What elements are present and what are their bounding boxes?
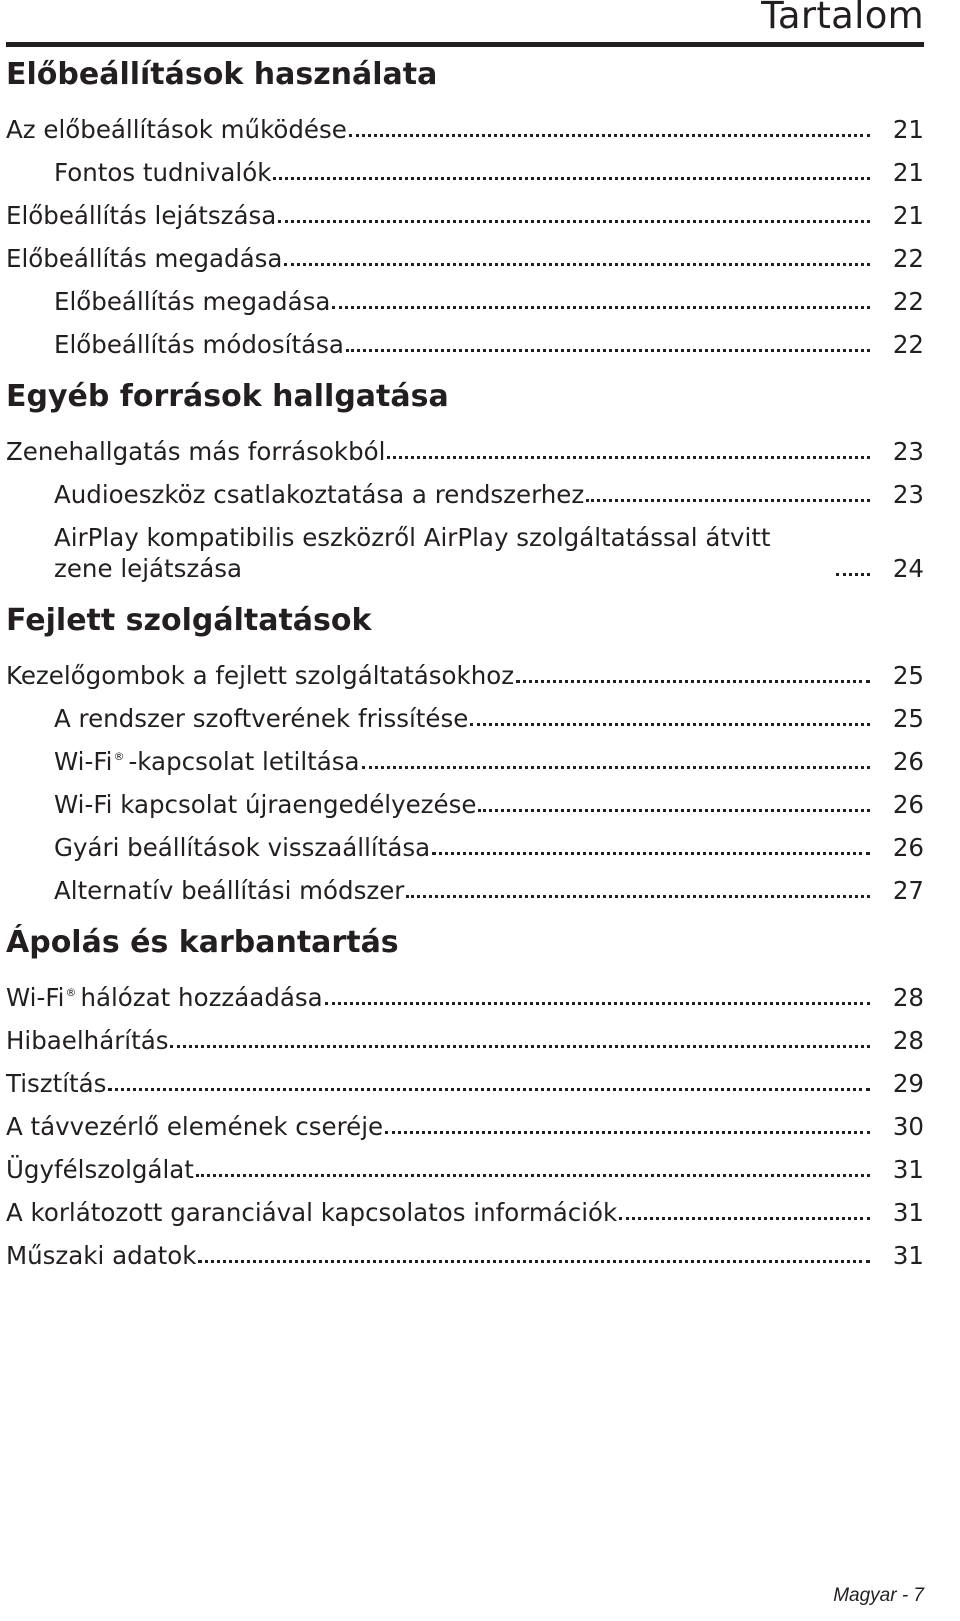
dot-leader: [196, 1174, 870, 1177]
toc-page-number: 22: [892, 330, 924, 359]
dot-leader: [385, 1131, 870, 1134]
dot-leader: [470, 723, 870, 726]
toc-entry-label-text: Gyári beállítások visszaállítása: [54, 833, 431, 862]
toc-entry-label: [6, 114, 347, 145]
toc-entry[interactable]: [6, 510, 924, 584]
toc-section: [6, 380, 924, 584]
dot-leader: [273, 177, 870, 180]
toc-page-number: 25: [892, 661, 924, 690]
toc-page-number: 27: [892, 876, 924, 905]
toc-page-number: 28: [892, 983, 924, 1012]
toc-entry[interactable]: [6, 274, 924, 317]
toc-page-number: 22: [892, 287, 924, 316]
dot-leader: [278, 220, 870, 223]
toc-entry-label-rest: -kapcsolat letiltása: [128, 747, 360, 776]
toc-entry-label-text: Előbeállítás módosítása: [54, 330, 344, 359]
toc-entry-label-text: Az előbeállítások működése: [6, 115, 347, 144]
toc-entry-label: [54, 479, 584, 510]
toc-entry-label-text: Előbeállítás megadása: [6, 244, 283, 273]
table-of-contents: [6, 58, 924, 1271]
toc-entry-label-text: Hibaelhárítás: [6, 1026, 169, 1055]
toc-entry-label-text: A rendszer szoftverének frissítése: [54, 704, 469, 733]
toc-entry-label-text: Ügyfélszolgálat: [6, 1155, 194, 1184]
toc-entry[interactable]: [6, 1185, 924, 1228]
toc-entry[interactable]: [6, 1013, 924, 1056]
toc-entry[interactable]: [6, 1142, 924, 1185]
dot-leader: [586, 499, 870, 502]
toc-entry[interactable]: [6, 820, 924, 863]
toc-page-number: 29: [892, 1069, 924, 1098]
toc-section: [6, 926, 924, 1271]
toc-entry[interactable]: [6, 691, 924, 734]
toc-page-number: 25: [892, 704, 924, 733]
toc-entry-label-text: Wi-Fi: [54, 747, 113, 776]
toc-entry-label: [6, 1240, 196, 1271]
toc-page-number: 26: [892, 747, 924, 776]
toc-entry-label-rest: hálózat hozzáadása: [80, 983, 323, 1012]
toc-entry[interactable]: [6, 1056, 924, 1099]
toc-entry[interactable]: [6, 648, 924, 691]
section-heading: Előbeállítások használata: [6, 57, 438, 92]
toc-entry[interactable]: [6, 863, 924, 906]
toc-entry[interactable]: [6, 734, 924, 777]
toc-entry-label-text: Fontos tudnivalók: [54, 158, 272, 187]
toc-entry-label: [6, 436, 385, 467]
toc-page-number: 30: [892, 1112, 924, 1141]
dot-leader: [170, 1045, 870, 1048]
dot-leader: [108, 1088, 870, 1091]
toc-entry-label: [54, 875, 404, 906]
toc-entry-label-text: Wi-Fi: [6, 983, 65, 1012]
title-rule: [6, 42, 924, 47]
toc-entry-label: [54, 789, 476, 820]
dot-leader: [325, 1002, 870, 1005]
toc-page-number: 23: [892, 480, 924, 509]
toc-entry-label-text: Műszaki adatok: [6, 1241, 197, 1270]
toc-page-number: 26: [892, 833, 924, 862]
page-title: Tartalom: [761, 0, 924, 37]
toc-entry[interactable]: [6, 970, 924, 1013]
toc-entry-label: [6, 982, 323, 1013]
toc-entry-label-text: Kezelőgombok a fejlett szolgáltatásokhoz: [6, 661, 515, 690]
toc-entry-label: [6, 1068, 106, 1099]
registered-trademark-mark: ®: [65, 986, 77, 999]
toc-page-number: 21: [892, 201, 924, 230]
toc-entry-label: [54, 329, 344, 360]
toc-entry-label: [6, 1197, 617, 1228]
toc-entry-label-text: Tisztítás: [6, 1069, 107, 1098]
toc-entry-label: [6, 243, 282, 274]
page-footer: Magyar - 7: [833, 1585, 924, 1606]
toc-page-number: 21: [892, 115, 924, 144]
dot-leader: [387, 456, 870, 459]
toc-page-number: 23: [892, 437, 924, 466]
toc-entry-label: [6, 200, 276, 231]
dot-leader: [362, 766, 870, 769]
dot-leader: [478, 809, 870, 812]
toc-entry-label-text: Audioeszköz csatlakoztatása a rendszerhez: [54, 480, 585, 509]
toc-entry-label-text: Előbeállítás megadása: [54, 287, 331, 316]
dot-leader: [284, 263, 870, 266]
toc-entry-label-text: A korlátozott garanciával kapcsolatos információk: [6, 1198, 618, 1227]
toc-entry-label: [54, 286, 330, 317]
dot-leader: [406, 895, 870, 898]
toc-entry[interactable]: [6, 102, 924, 145]
toc-entry[interactable]: [6, 1099, 924, 1142]
toc-entry-label: [54, 832, 430, 863]
toc-page-number: 26: [892, 790, 924, 819]
section-heading: Ápolás és karbantartás: [6, 925, 399, 960]
toc-entry-label: [54, 703, 468, 734]
toc-entry-label: [6, 1154, 194, 1185]
toc-entry[interactable]: [6, 145, 924, 188]
toc-entry[interactable]: [6, 777, 924, 820]
toc-page-number: 31: [892, 1198, 924, 1227]
toc-page-number: 31: [892, 1241, 924, 1270]
dot-leader: [349, 134, 870, 137]
dot-leader: [619, 1217, 870, 1220]
section-heading: Fejlett szolgáltatások: [6, 603, 372, 638]
toc-entry-label: [6, 1025, 168, 1056]
toc-section: [6, 604, 924, 906]
toc-page-number: 21: [892, 158, 924, 187]
dot-leader: [516, 680, 870, 683]
toc-page-number: 24: [892, 554, 924, 583]
toc-entry[interactable]: [6, 1228, 924, 1271]
toc-page-number: 31: [892, 1155, 924, 1184]
toc-entry-label-text: Alternatív beállítási módszer: [54, 876, 405, 905]
dot-leader: [332, 306, 870, 309]
toc-entry-label-text: Zenehallgatás más forrásokból: [6, 437, 386, 466]
toc-entry-label: [6, 1111, 383, 1142]
section-heading: Egyéb források hallgatása: [6, 379, 449, 414]
dot-leader: [836, 573, 870, 576]
dot-leader: [346, 349, 870, 352]
toc-entry-label-text: Előbeállítás lejátszása: [6, 201, 277, 230]
toc-entry-label-text: AirPlay kompatibilis eszközről AirPlay szolgáltatással átvitt zene lejátszása: [54, 523, 771, 583]
toc-entry[interactable]: [6, 424, 924, 467]
toc-entry-label: [54, 746, 360, 777]
toc-entry[interactable]: [6, 467, 924, 510]
toc-entry-label-text: A távvezérlő elemének cseréje: [6, 1112, 384, 1141]
toc-page-number: 22: [892, 244, 924, 273]
dot-leader: [432, 852, 870, 855]
toc-entry[interactable]: [6, 188, 924, 231]
dot-leader: [198, 1260, 870, 1263]
toc-entry-label: [6, 660, 514, 691]
toc-entry-label: [54, 157, 271, 188]
registered-trademark-mark: ®: [113, 750, 125, 763]
toc-page-number: 28: [892, 1026, 924, 1055]
toc-entry[interactable]: [6, 231, 924, 274]
toc-entry[interactable]: [6, 317, 924, 360]
toc-entry-label-text: Wi-Fi kapcsolat újraengedélyezése: [54, 790, 477, 819]
toc-entry-label: [54, 522, 834, 584]
toc-section: [6, 58, 924, 360]
